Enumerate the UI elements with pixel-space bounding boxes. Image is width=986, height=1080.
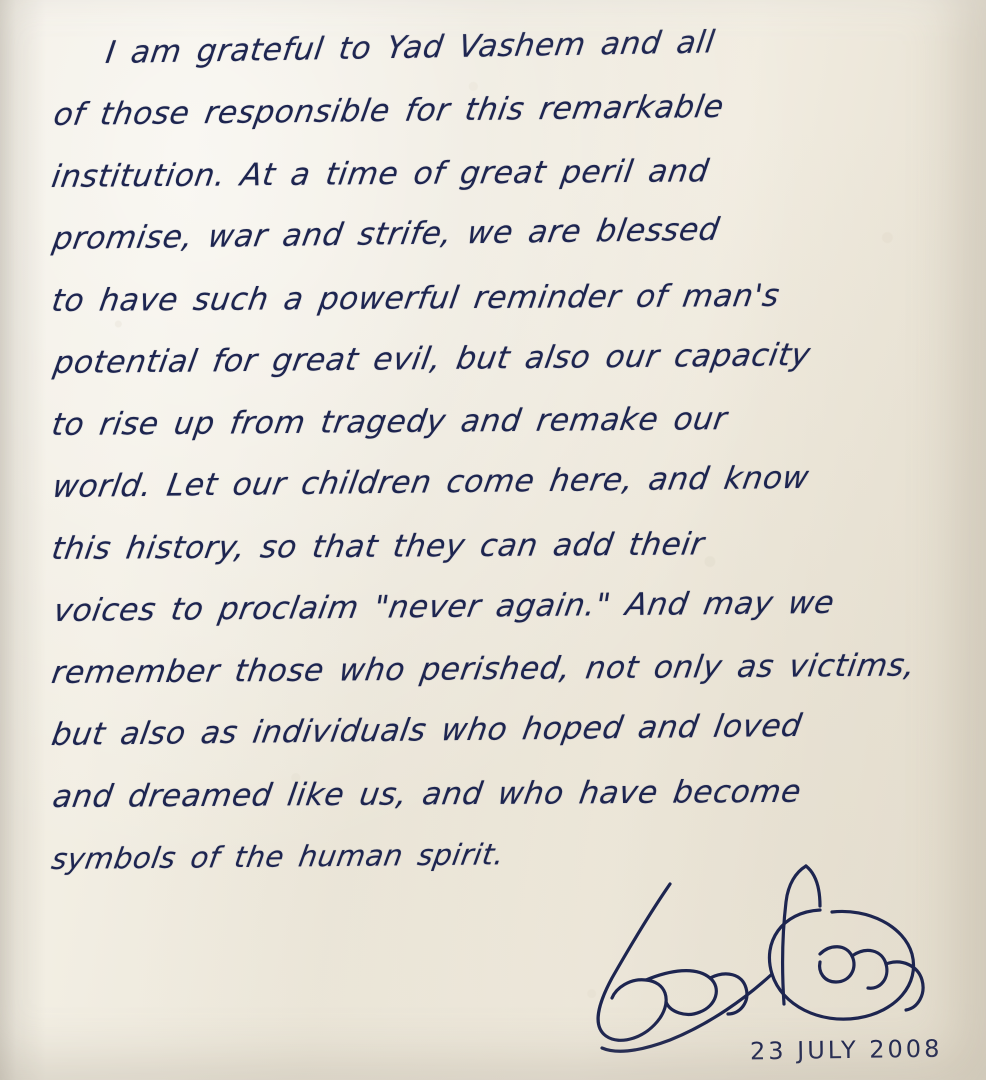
handwritten-line: to have such a powerful reminder of man's: [49, 277, 783, 320]
handwritten-line: of those responsible for this remarkable: [51, 88, 727, 134]
handwritten-line: but also as individuals who hoped and loved: [49, 707, 805, 754]
handwritten-line: I am grateful to Yad Vashem and all: [103, 24, 718, 72]
entry-date: 23 JULY 2008: [749, 1034, 943, 1066]
handwritten-line: institution. At a time of great peril and: [49, 153, 712, 196]
handwritten-line: and dreamed like us, and who have become: [50, 773, 804, 816]
handwritten-line: this history, so that they can add their: [49, 526, 707, 568]
handwritten-line: remember those who perished, not only as victims,: [49, 647, 918, 692]
handwritten-text-block: [49, 22, 932, 890]
handwritten-line: potential for great evil, but also our capacity: [51, 337, 814, 382]
handwritten-line: symbols of the human spirit.: [49, 837, 508, 877]
signature-mark: [520, 858, 950, 1058]
handwritten-line: to rise up from tragedy and remake our: [49, 401, 730, 444]
book-gutter-shadow: [0, 0, 46, 1080]
handwritten-line: promise, war and strife, we are blessed: [50, 211, 723, 258]
handwritten-line: world. Let our children come here, and know: [50, 459, 812, 506]
handwritten-line: voices to proclaim "never again." And may we: [51, 584, 838, 630]
